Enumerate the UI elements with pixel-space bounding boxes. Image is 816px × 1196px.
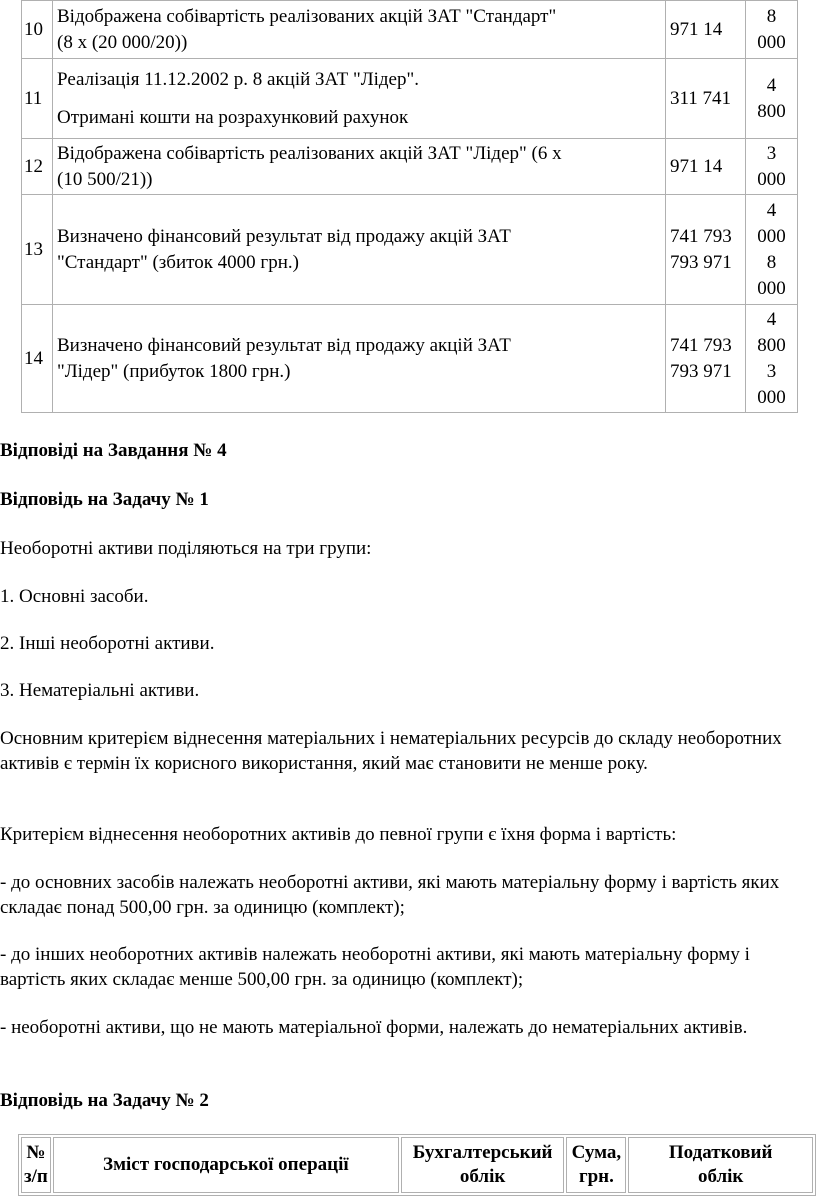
table-row: [22, 195, 798, 305]
operation-sum: 8 000: [746, 1, 798, 59]
operation-content: Відображена собівартість реалізованих акцій ЗАТ "Стандарт" (8 х (20 000/20)): [53, 1, 666, 59]
row-number: 14: [22, 305, 53, 413]
heading-problem-1: Відповідь на Задачу № 1: [0, 489, 209, 510]
paragraph-groups: Необоротні активи поділяються на три групи:: [0, 538, 372, 559]
paragraph-criterion: Основним критерієм віднесення матеріальних і нематеріальних ресурсів до складу необоротних активів є термін їх корисного використання, який має становити не менше року.: [0, 728, 782, 774]
paragraph-other-assets: - до інших необоротних активів належать необоротні активи, які мають матеріальну форму і вартість яких складає менше 500,00 грн. за одиницю (комплект);: [0, 944, 750, 990]
list-item: 2. Інші необоротні активи.: [0, 633, 215, 654]
operation-content: Визначено фінансовий результат від продажу акцій ЗАТ "Лідер" (прибуток 1800 грн.): [53, 305, 666, 413]
paragraph-fixed-assets: - до основних засобів належать необоротні активи, які мають матеріальну форму і вартість яких складає понад 500,00 грн. за одиницю (комплект);: [0, 872, 780, 918]
heading-task-4: Відповіді на Завдання № 4: [0, 440, 227, 461]
list-item: 3. Нематеріальні активи.: [0, 680, 200, 701]
row-number: 11: [22, 59, 53, 139]
account-correspondence: 971 14: [666, 1, 746, 59]
heading-problem-2: Відповідь на Задачу № 2: [0, 1090, 209, 1111]
operation-content: Визначено фінансовий результат від продажу акцій ЗАТ "Стандарт" (збиток 4000 грн.): [53, 195, 666, 305]
table-row: [22, 1, 798, 59]
column-header-accounting: Бухгалтерський облік: [401, 1137, 565, 1193]
operation-content: Відображена собівартість реалізованих акцій ЗАТ "Лідер" (6 х (10 500/21)): [53, 139, 666, 195]
table-row: [21, 1137, 813, 1193]
table-row: [22, 59, 798, 139]
row-number: 13: [22, 195, 53, 305]
operation-sum: 3 000: [746, 139, 798, 195]
operation-sum: 4 800: [746, 59, 798, 139]
column-header-tax: Податковий облік: [628, 1137, 813, 1193]
operation-content: Реалізація 11.12.2002 р. 8 акцій ЗАТ "Лідер". Отримані кошти на розрахунковий рахунок: [53, 59, 666, 139]
account-correspondence: 741 793 793 971: [666, 195, 746, 305]
paragraph-criterion-2: Критерієм віднесення необоротних активів до певної групи є їхня форма і вартість:: [0, 824, 677, 845]
journal-table: [21, 0, 798, 413]
table-row: [22, 139, 798, 195]
column-header-content: Зміст господарської операції: [53, 1137, 399, 1193]
table-row: [22, 305, 798, 413]
operation-sum: 4 800 3 000: [746, 305, 798, 413]
operations-table-header: [18, 1134, 816, 1196]
column-header-sum: Сума, грн.: [566, 1137, 626, 1193]
account-correspondence: 741 793 793 971: [666, 305, 746, 413]
account-correspondence: 311 741: [666, 59, 746, 139]
account-correspondence: 971 14: [666, 139, 746, 195]
row-number: 10: [22, 1, 53, 59]
operation-sum: 4 000 8 000: [746, 195, 798, 305]
row-number: 12: [22, 139, 53, 195]
list-item: 1. Основні засоби.: [0, 586, 149, 607]
column-header-number: № з/п: [21, 1137, 51, 1193]
paragraph-intangible-assets: - необоротні активи, що не мають матеріальної форми, належать до нематеріальних активів.: [0, 1017, 748, 1038]
